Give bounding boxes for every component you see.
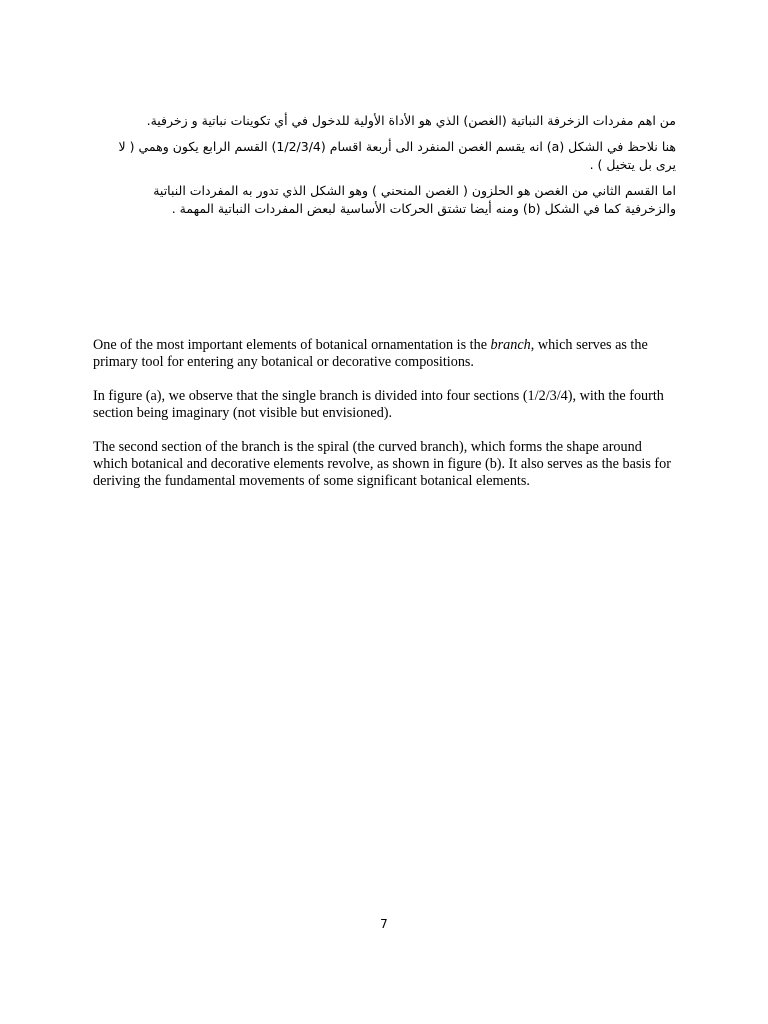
english-paragraph-2: In figure (a), we observe that the single branch is divided into four sections (1/2/3/4), with the fourth section being imaginary (not visible but envisioned). [93,388,664,421]
arabic-paragraph-3: اما القسم الثاني من الغصن هو الحلزون ( الغصن المنحني ) وهو الشكل الذي تدور به المفردات النباتية والزخرفية كما في الشكل (b) ومنه أيضا تشتق الحركات الأساسية لبعض المفردات النباتية المهمة . [153,183,676,216]
english-paragraph-1 [93,337,678,371]
arabic-paragraph-2: هنا نلاحظ في الشكل (a) انه يقسم الغصن المنفرد الى أربعة اقسام (1/2/3/4) القسم الرابع يكون وهمي ( لا يرى بل يتخيل ) . [118,139,676,172]
arabic-text-block [118,112,676,226]
english-paragraph-3: The second section of the branch is the spiral (the curved branch), which forms the shape around which botanical and decorative elements revolve, as shown in figure (b). It also serves as the basis for deriving the fundamental movements of some significant botanical elements. [93,439,671,489]
branch-term: branch [490,337,531,353]
english-paragraph-1-start: One of the most important elements of botanical ornamentation is the [93,337,491,353]
english-text-block [93,337,678,507]
arabic-paragraph-1: من اهم مفردات الزخرفة النباتية (الغصن) الذي هو الأداة الأولية للدخول في أي تكوينات نباتية و زخرفية. [146,113,676,128]
page-number: 7 [380,917,388,931]
english-paragraph-1-end: , which serves as the primary tool for entering any botanical or decorative compositions. [93,337,648,370]
